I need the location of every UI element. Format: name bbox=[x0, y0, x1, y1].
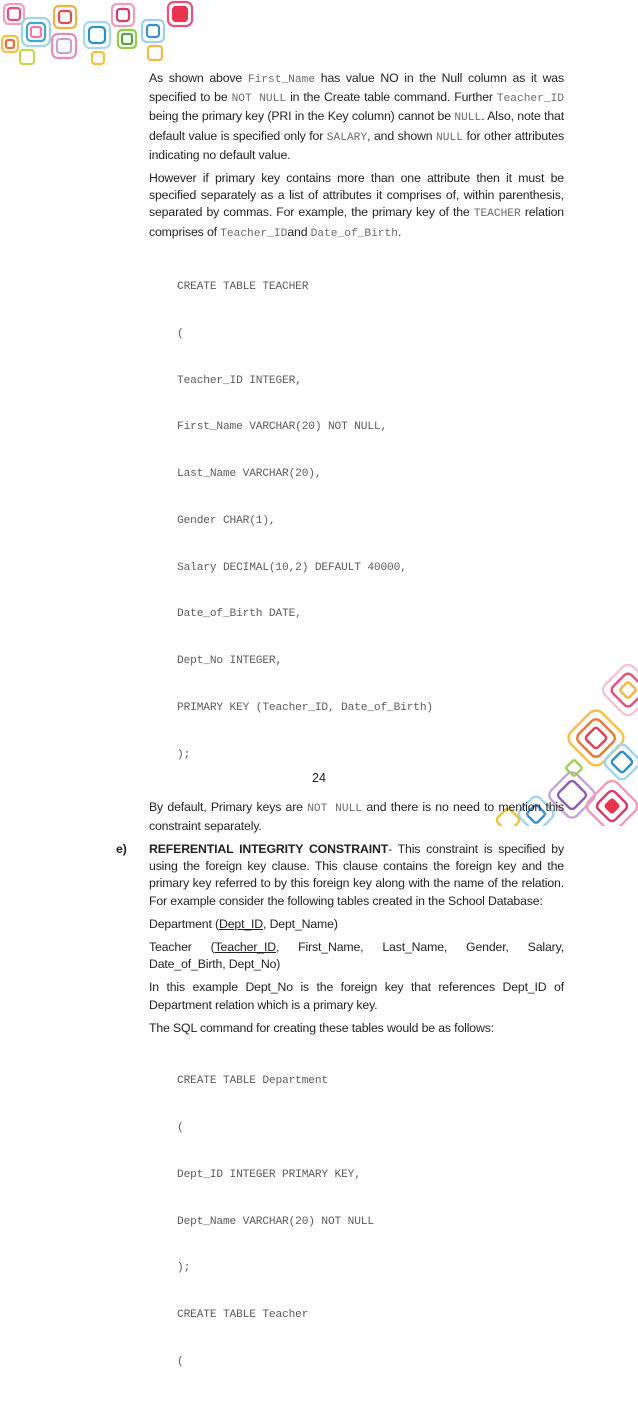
text: , and shown bbox=[367, 128, 437, 143]
text: As shown above bbox=[149, 71, 248, 85]
code-block-create-teacher bbox=[177, 249, 564, 795]
code-line: First_Name VARCHAR(20) NOT NULL, bbox=[177, 421, 388, 434]
paragraph-referential-integrity bbox=[149, 841, 564, 910]
text: However if primary key contains more than one attribute then it must be specified separately as a list of attributes it comprises of, within parenthesis, separated by commas. For example, the primary key of the bbox=[149, 171, 564, 220]
code-line: ( bbox=[177, 1122, 184, 1135]
decorative-pattern-top-left bbox=[0, 0, 200, 70]
code-line: Dept_ID INTEGER PRIMARY KEY, bbox=[177, 1168, 361, 1181]
code-term: NOT NULL bbox=[307, 802, 363, 815]
code-term: NOT NULL bbox=[231, 93, 287, 106]
code-line: ( bbox=[177, 1355, 184, 1368]
code-term: Teacher_ID bbox=[496, 93, 564, 106]
text: , Dept_Name) bbox=[263, 916, 338, 931]
heading-referential-integrity: REFERENTIAL INTEGRITY CONSTRAINT bbox=[149, 842, 389, 857]
list-item-label: e) bbox=[116, 842, 127, 857]
text: . bbox=[397, 224, 402, 239]
code-line: Dept_Name VARCHAR(20) NOT NULL bbox=[177, 1215, 374, 1228]
teacher-schema bbox=[149, 939, 564, 973]
text: relation comprises of bbox=[149, 205, 564, 239]
code-term: NULL bbox=[436, 131, 463, 144]
code-line: PRIMARY KEY (Teacher_ID, Date_of_Birth) bbox=[177, 702, 433, 715]
department-schema bbox=[149, 916, 564, 933]
text: in the Create table command. Further bbox=[286, 90, 497, 105]
code-line: Dept_No INTEGER, bbox=[177, 655, 283, 668]
paragraph-composite-key bbox=[149, 170, 564, 243]
text: has value NO in the Null column as it was specified to be bbox=[149, 71, 564, 105]
text: Department ( bbox=[149, 916, 219, 931]
page-number: 24 bbox=[312, 771, 326, 785]
text: being the primary key (PRI in the Key column) cannot be bbox=[149, 109, 455, 124]
text: and there is no need to mention this constraint separately. bbox=[149, 799, 564, 833]
paragraph-foreign-key-example: In this example Dept_No is the foreign key that references Dept_ID of Department relation which is a primary key. bbox=[149, 980, 564, 1012]
code-line: CREATE TABLE TEACHER bbox=[177, 281, 309, 294]
text: for other attributes indicating no default value. bbox=[149, 128, 564, 162]
text: By default, Primary keys are bbox=[149, 799, 308, 814]
text: . Also, note that default value is specified only for bbox=[149, 109, 564, 143]
code-line: Gender CHAR(1), bbox=[177, 514, 276, 527]
primary-key-term: Dept_ID bbox=[218, 916, 264, 931]
code-term: TEACHER bbox=[473, 208, 521, 221]
page-content bbox=[116, 70, 564, 1406]
code-line: ( bbox=[177, 327, 184, 340]
text: - This constraint is specified by using the foreign key clause. This clause contains the foreign key and the primary key referred to by this foreign key along with the name of the relation. For example consider the following tables created in the School Database: bbox=[149, 842, 564, 908]
code-line: Date_of_Birth DATE, bbox=[177, 608, 302, 621]
text: , First_Name, Last_Name, Gender, Salary, Date_of_Birth, Dept_No) bbox=[149, 940, 564, 972]
code-term: NULL bbox=[454, 112, 482, 125]
code-line: CREATE TABLE Teacher bbox=[177, 1309, 309, 1322]
paragraph-sql-intro: The SQL command for creating these tables would be as follows: bbox=[149, 1020, 494, 1035]
text: Teacher ( bbox=[149, 940, 215, 955]
code-line: Salary DECIMAL(10,2) DEFAULT 40000, bbox=[177, 561, 407, 574]
code-term: Teacher_ID bbox=[220, 227, 288, 240]
code-block-create-department bbox=[177, 1043, 564, 1402]
code-line: ); bbox=[177, 748, 191, 761]
code-line: Last_Name VARCHAR(20), bbox=[177, 468, 322, 481]
code-line: CREATE TABLE Department bbox=[177, 1075, 328, 1088]
paragraph-null-explanation bbox=[149, 70, 564, 164]
code-term: Date_of_Birth bbox=[310, 227, 398, 240]
paragraph-primary-key-default bbox=[149, 799, 564, 835]
code-term: SALARY bbox=[326, 131, 368, 144]
list-item-referential-integrity bbox=[116, 841, 564, 1402]
code-line: ); bbox=[177, 1262, 191, 1275]
code-line: Teacher_ID INTEGER, bbox=[177, 374, 302, 387]
code-term: First_Name bbox=[247, 74, 316, 86]
text: and bbox=[287, 224, 311, 239]
primary-key-term: Teacher_ID bbox=[214, 940, 276, 955]
